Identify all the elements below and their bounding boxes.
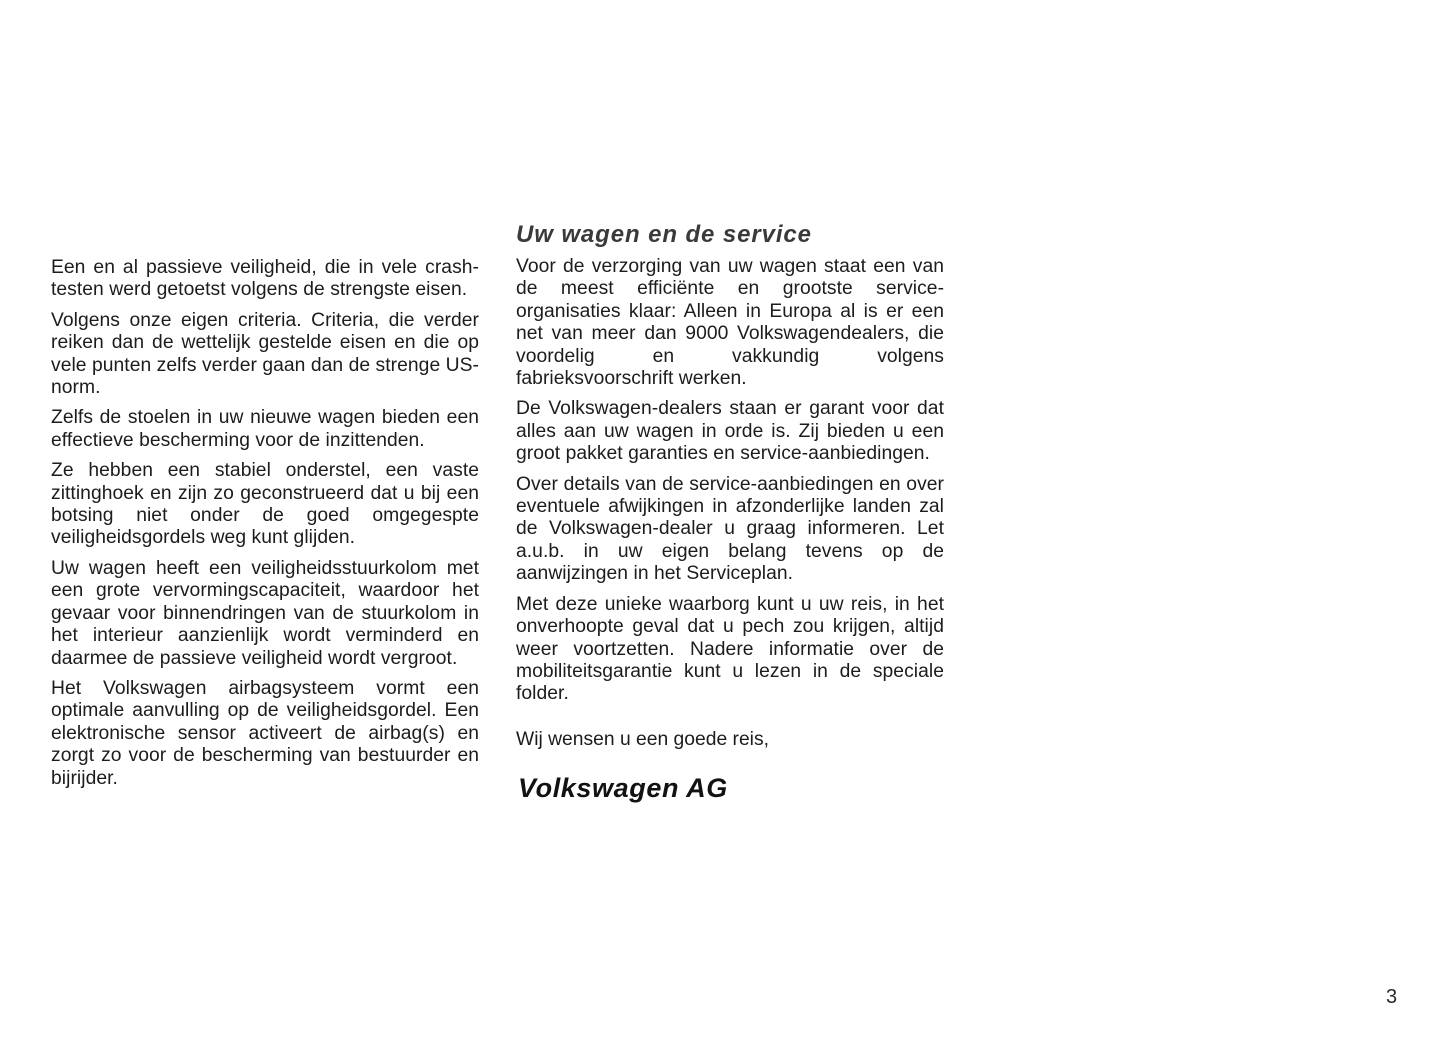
paragraph-seats: Zelfs de stoelen in uw nieuwe wagen bieden een effectieve bescherming voor de inzittenden. [51,407,479,451]
paragraph-service-details: Over details van de service-aanbiedingen en over eventuele afwijkingen in afzonderlijke landen zal de Volkswagen-dealer u graag informeren. Let a.u.b. in uw eigen belang tevens op de aanwijzingen in het Serviceplan. [516,473,944,585]
paragraph-dealer-guarantee: De Volkswagen-dealers staan er garant voor dat alles aan uw wagen in orde is. Zij bieden u een groot pakket garanties en service-aanbiedingen. [516,398,944,465]
signature: Volkswagen AG [518,772,728,803]
page-number: 3 [1386,986,1398,1008]
paragraph-seat-construction: Ze hebben een stabiel onderstel, een vaste zittinghoek en zijn zo geconstrueerd dat u bij een botsing niet onder de goed omgegespte veiligheidsgordels weg kunt glijden. [51,460,479,549]
right-column [516,218,944,805]
closing-greeting: Wij wensen u een goede reis, [516,728,769,750]
section-heading: Uw wagen en de service [516,221,812,248]
paragraph-steering-column: Uw wagen heeft een veiligheidsstuurkolom met een grote vervormingscapaciteit, waardoor het gevaar voor binnendringen van de stuurkolom in het interieur aanzienlijk wordt verminderd en daarmee de passieve veiligheid wordt vergroot. [51,557,479,669]
paragraph-passive-safety: Een en al passieve veiligheid, die in vele crash-testen werd getoetst volgens de strengste eisen. [51,257,479,301]
paragraph-criteria: Volgens onze eigen criteria. Criteria, die verder reiken dan de wettelijk gestelde eisen en die op vele punten zelfs verder gaan dan de strenge US-norm. [51,309,479,399]
paragraph-service-organisation: Voor de verzorging van uw wagen staat een van de meest efficiënte en grootste serviceorganisaties klaar: Alleen in Europa al is er een net van meer dan 9000 Volkswagendealers, die voordelig en vakkundig volgens fabrieksvoorschrift werken. [516,256,944,390]
paragraph-mobility-guarantee: Met deze unieke waarborg kunt u uw reis, in het onverhoopte geval dat u pech zou krijgen, altijd weer voortzetten. Nadere informatie over de mobiliteitsgarantie kunt u lezen in de speciale folder. [516,593,944,705]
paragraph-airbag: Het Volkswagen airbagsysteem vormt een optimale aanvulling op de veiligheidsgordel. Een elektronische sensor activeert de airbag(s) en zorgt zo voor de bescherming van bestuurder en bijrijder. [51,677,479,789]
left-column [51,257,479,798]
